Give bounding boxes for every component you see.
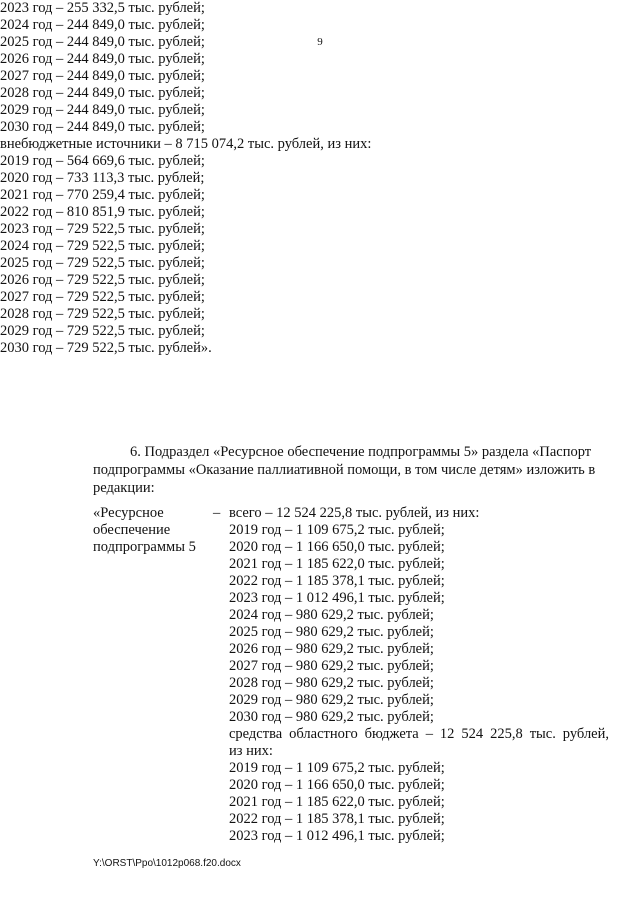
list-item: 2029 год – 729 522,5 тыс. рублей;: [0, 323, 205, 339]
list-item: 2026 год – 244 849,0 тыс. рублей;: [0, 51, 205, 67]
section-label: [93, 505, 196, 556]
list-item: 2025 год – 980 629,2 тыс. рублей;: [229, 624, 434, 640]
list-item: 2027 год – 980 629,2 тыс. рублей;: [229, 658, 434, 674]
list-item: 2021 год – 770 259,4 тыс. рублей;: [0, 187, 205, 203]
amendment-paragraph: [93, 443, 613, 497]
list-item: всего – 12 524 225,8 тыс. рублей, из них:: [229, 505, 480, 521]
list-item: 2029 год – 980 629,2 тыс. рублей;: [229, 692, 434, 708]
list-item: 2027 год – 244 849,0 тыс. рублей;: [0, 68, 205, 84]
list-item: 2023 год – 255 332,5 тыс. рублей;: [0, 0, 205, 16]
list-item: 2019 год – 564 669,6 тыс. рублей;: [0, 153, 205, 169]
list-item: 2022 год – 1 185 378,1 тыс. рублей;: [229, 811, 445, 827]
list-item: 2030 год – 729 522,5 тыс. рублей».: [0, 340, 212, 356]
list-item: 2028 год – 980 629,2 тыс. рублей;: [229, 675, 434, 691]
list-item: внебюджетные источники – 8 715 074,2 тыс. рублей, из них:: [0, 136, 372, 152]
label-dash: –: [213, 505, 221, 521]
list-item: 2030 год – 244 849,0 тыс. рублей;: [0, 119, 205, 135]
list-item: 2026 год – 980 629,2 тыс. рублей;: [229, 641, 434, 657]
list-item: 2026 год – 729 522,5 тыс. рублей;: [0, 272, 205, 288]
label-line: «Ресурсное: [93, 505, 164, 521]
label-line: подпрограммы 5: [93, 539, 196, 555]
list-item: 2020 год – 1 166 650,0 тыс. рублей;: [229, 539, 445, 555]
list-item: 2024 год – 244 849,0 тыс. рублей;: [0, 17, 205, 33]
paragraph-text: 6. Подраздел «Ресурсное обеспечение подпрограммы 5» раздела «Паспорт подпрограммы «Оказание паллиативной помощи, в том числе детям» изложить в редакции:: [93, 444, 596, 496]
list-item: 2023 год – 1 012 496,1 тыс. рублей;: [229, 590, 445, 606]
list-item: 2023 год – 1 012 496,1 тыс. рублей;: [229, 828, 445, 844]
list-item: 2027 год – 729 522,5 тыс. рублей;: [0, 289, 205, 305]
list-item: 2030 год – 980 629,2 тыс. рублей;: [229, 709, 434, 725]
list-item: 2019 год – 1 109 675,2 тыс. рублей;: [229, 760, 445, 776]
list-item: 2022 год – 810 851,9 тыс. рублей;: [0, 204, 205, 220]
list-item: средства областного бюджета – 12 524 225,8 тыс. рублей,: [229, 726, 609, 742]
list-item: 2020 год – 1 166 650,0 тыс. рублей;: [229, 777, 445, 793]
list-item: 2024 год – 729 522,5 тыс. рублей;: [0, 238, 205, 254]
list-item: 2021 год – 1 185 622,0 тыс. рублей;: [229, 556, 445, 572]
list-item: 2028 год – 244 849,0 тыс. рублей;: [0, 85, 205, 101]
list-item: 2020 год – 733 113,3 тыс. рублей;: [0, 170, 205, 186]
list-item: 2025 год – 244 849,0 тыс. рублей;: [0, 34, 205, 50]
label-line: обеспечение: [93, 522, 171, 538]
list-item: 2028 год – 729 522,5 тыс. рублей;: [0, 306, 205, 322]
list-item: 2022 год – 1 185 378,1 тыс. рублей;: [229, 573, 445, 589]
financing-list-continued: [0, 0, 640, 357]
list-item: 2029 год – 244 849,0 тыс. рублей;: [0, 102, 205, 118]
list-item: 2025 год – 729 522,5 тыс. рублей;: [0, 255, 205, 271]
list-item: 2023 год – 729 522,5 тыс. рублей;: [0, 221, 205, 237]
list-item: 2024 год – 980 629,2 тыс. рублей;: [229, 607, 434, 623]
list-item: 2021 год – 1 185 622,0 тыс. рублей;: [229, 794, 445, 810]
file-path-footer: Y:\ORST\Ppo\1012p068.f20.docx: [93, 858, 241, 869]
list-item: из них:: [229, 743, 273, 759]
list-item: 2019 год – 1 109 675,2 тыс. рублей;: [229, 522, 445, 538]
page-number: 9: [317, 36, 323, 48]
resource-list: [229, 505, 609, 845]
